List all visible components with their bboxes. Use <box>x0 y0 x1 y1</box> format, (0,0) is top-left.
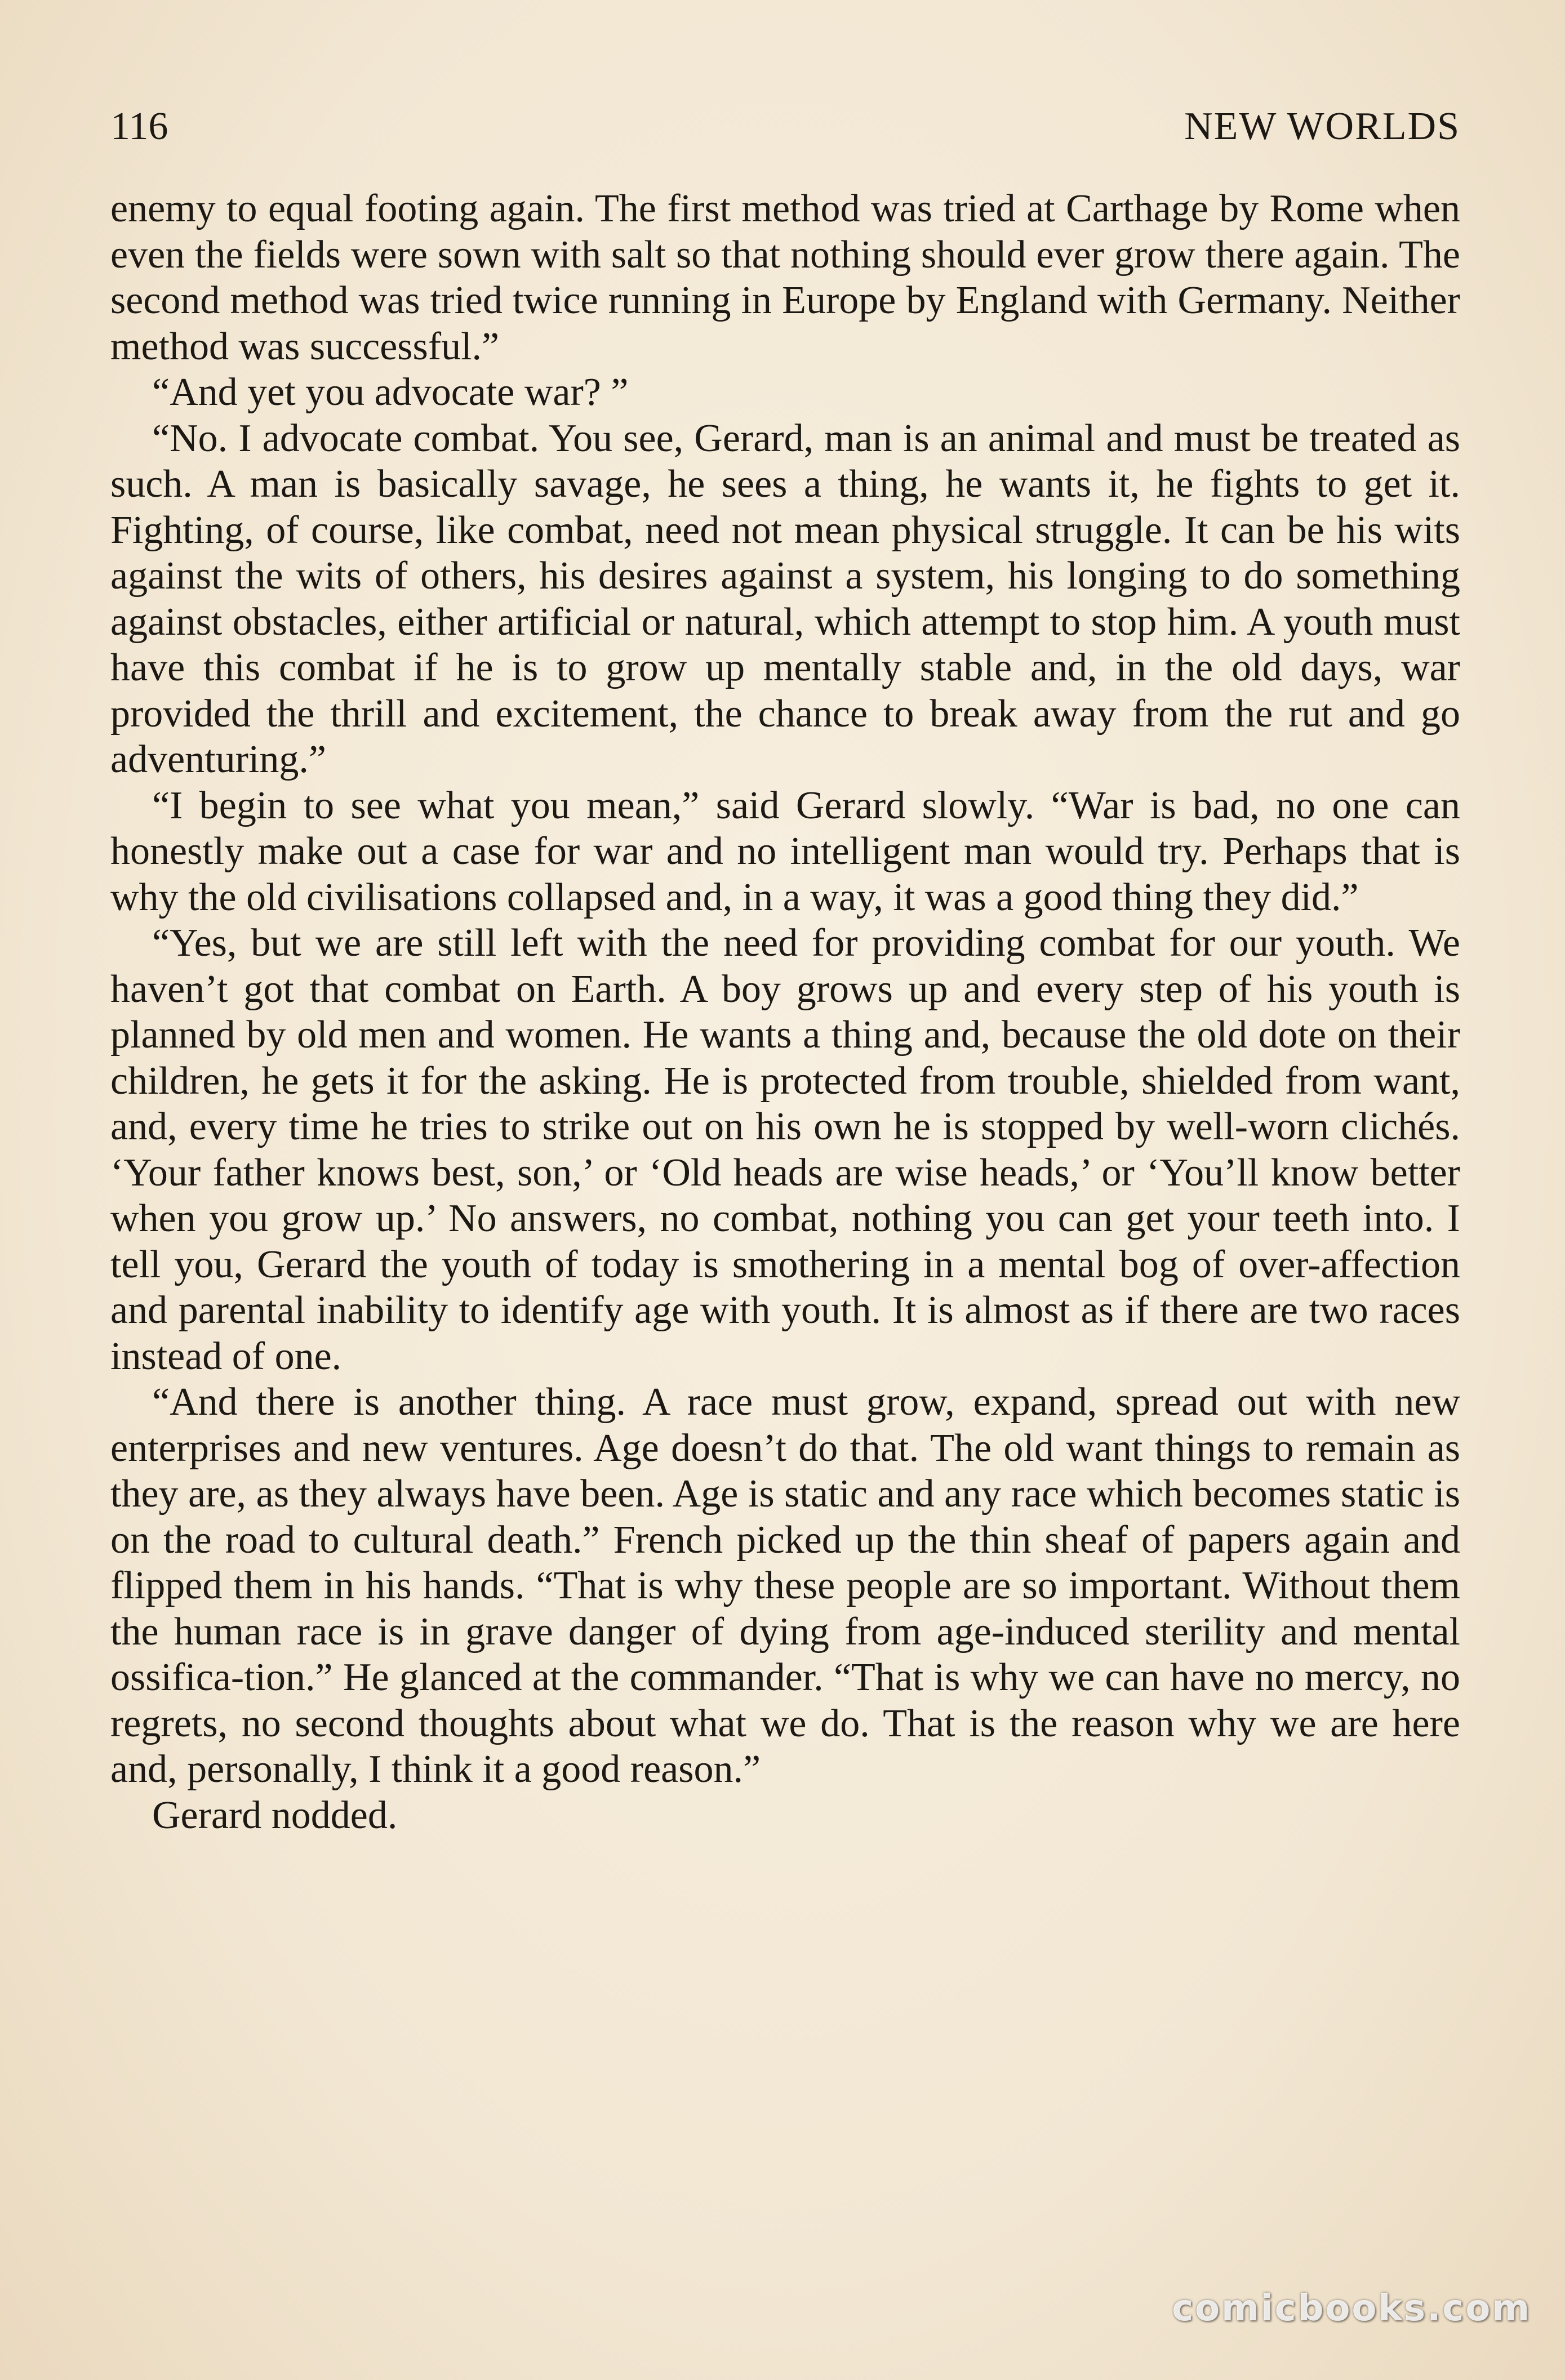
body-text <box>110 186 1460 1838</box>
watermark: comicbooks.com <box>1172 2288 1531 2329</box>
page-number: 116 <box>110 105 168 148</box>
paragraph: Gerard nodded. <box>152 1793 398 1837</box>
running-head <box>110 99 1460 155</box>
paragraph: “No. I advocate combat. You see, Gerard, man is an animal and must be treated as such. A man is basically savage, he sees a thing, he wants it, he fights to get it. Fighting, of course, like combat, need not mean physical struggle. It can be his wits against the wits of others, his desires against a system, his longing to do something against obstacles, either artificial or natural, which attempt to stop him. A youth must have this combat if he is to grow up mentally stable and, in the old days, war provided the thrill and excitement, the chance to break away from the rut and go adventuring.” <box>110 416 1460 781</box>
paragraph: “I begin to see what you mean,” said Gerard slowly. “War is bad, no one can honestly make out a case for war and no intelligent man would try. Perhaps that is why the old civilisations collapsed and, in a way, it was a good thing they did.” <box>110 783 1460 919</box>
paragraph: “And there is another thing. A race must grow, expand, spread out with new enterprises and new ventures. Age doesn’t do that. The old want things to remain as they are, as they always have been. Age is static and any race which becomes static is on the road to cultural death.” French picked up the thin sheaf of papers again and flipped them in his hands. “That is why these people are so important. Without them the human race is in grave danger of dying from age-induced sterility and mental ossifica-tion.” He glanced at the commander. “That is why we can have no mercy, no regrets, no second thoughts about what we do. That is the reason why we are here and, personally, I think it a good reason.” <box>110 1380 1460 1791</box>
running-title: NEW WORLDS <box>1184 105 1460 148</box>
paragraph: “And yet you advocate war? ” <box>152 371 629 414</box>
paragraph-continuation: enemy to equal footing again. The first method was tried at Carthage by Rome when even the fields were sown with salt so that nothing should ever grow there again. The second method was tried twice running in Europe by England with Germany. Neither method was successful.” <box>110 187 1460 368</box>
paragraph: “Yes, but we are still left with the need for providing combat for our youth. We haven’t got that combat on Earth. A boy grows up and every step of his youth is planned by old men and women. He wants a thing and, because the old dote on their children, he gets it for the asking. He is protected from trouble, shielded from want, and, every time he tries to strike out on his own he is stopped by well-worn clichés. ‘Your father knows best, son,’ or ‘Old heads are wise heads,’ or ‘You’ll know better when you grow up.’ No answers, no combat, nothing you can get your teeth into. I tell you, Gerard the youth of today is smothering in a mental bog of over-affection and parental inability to identify age with youth. It is almost as if there are two races instead of one. <box>110 921 1460 1378</box>
